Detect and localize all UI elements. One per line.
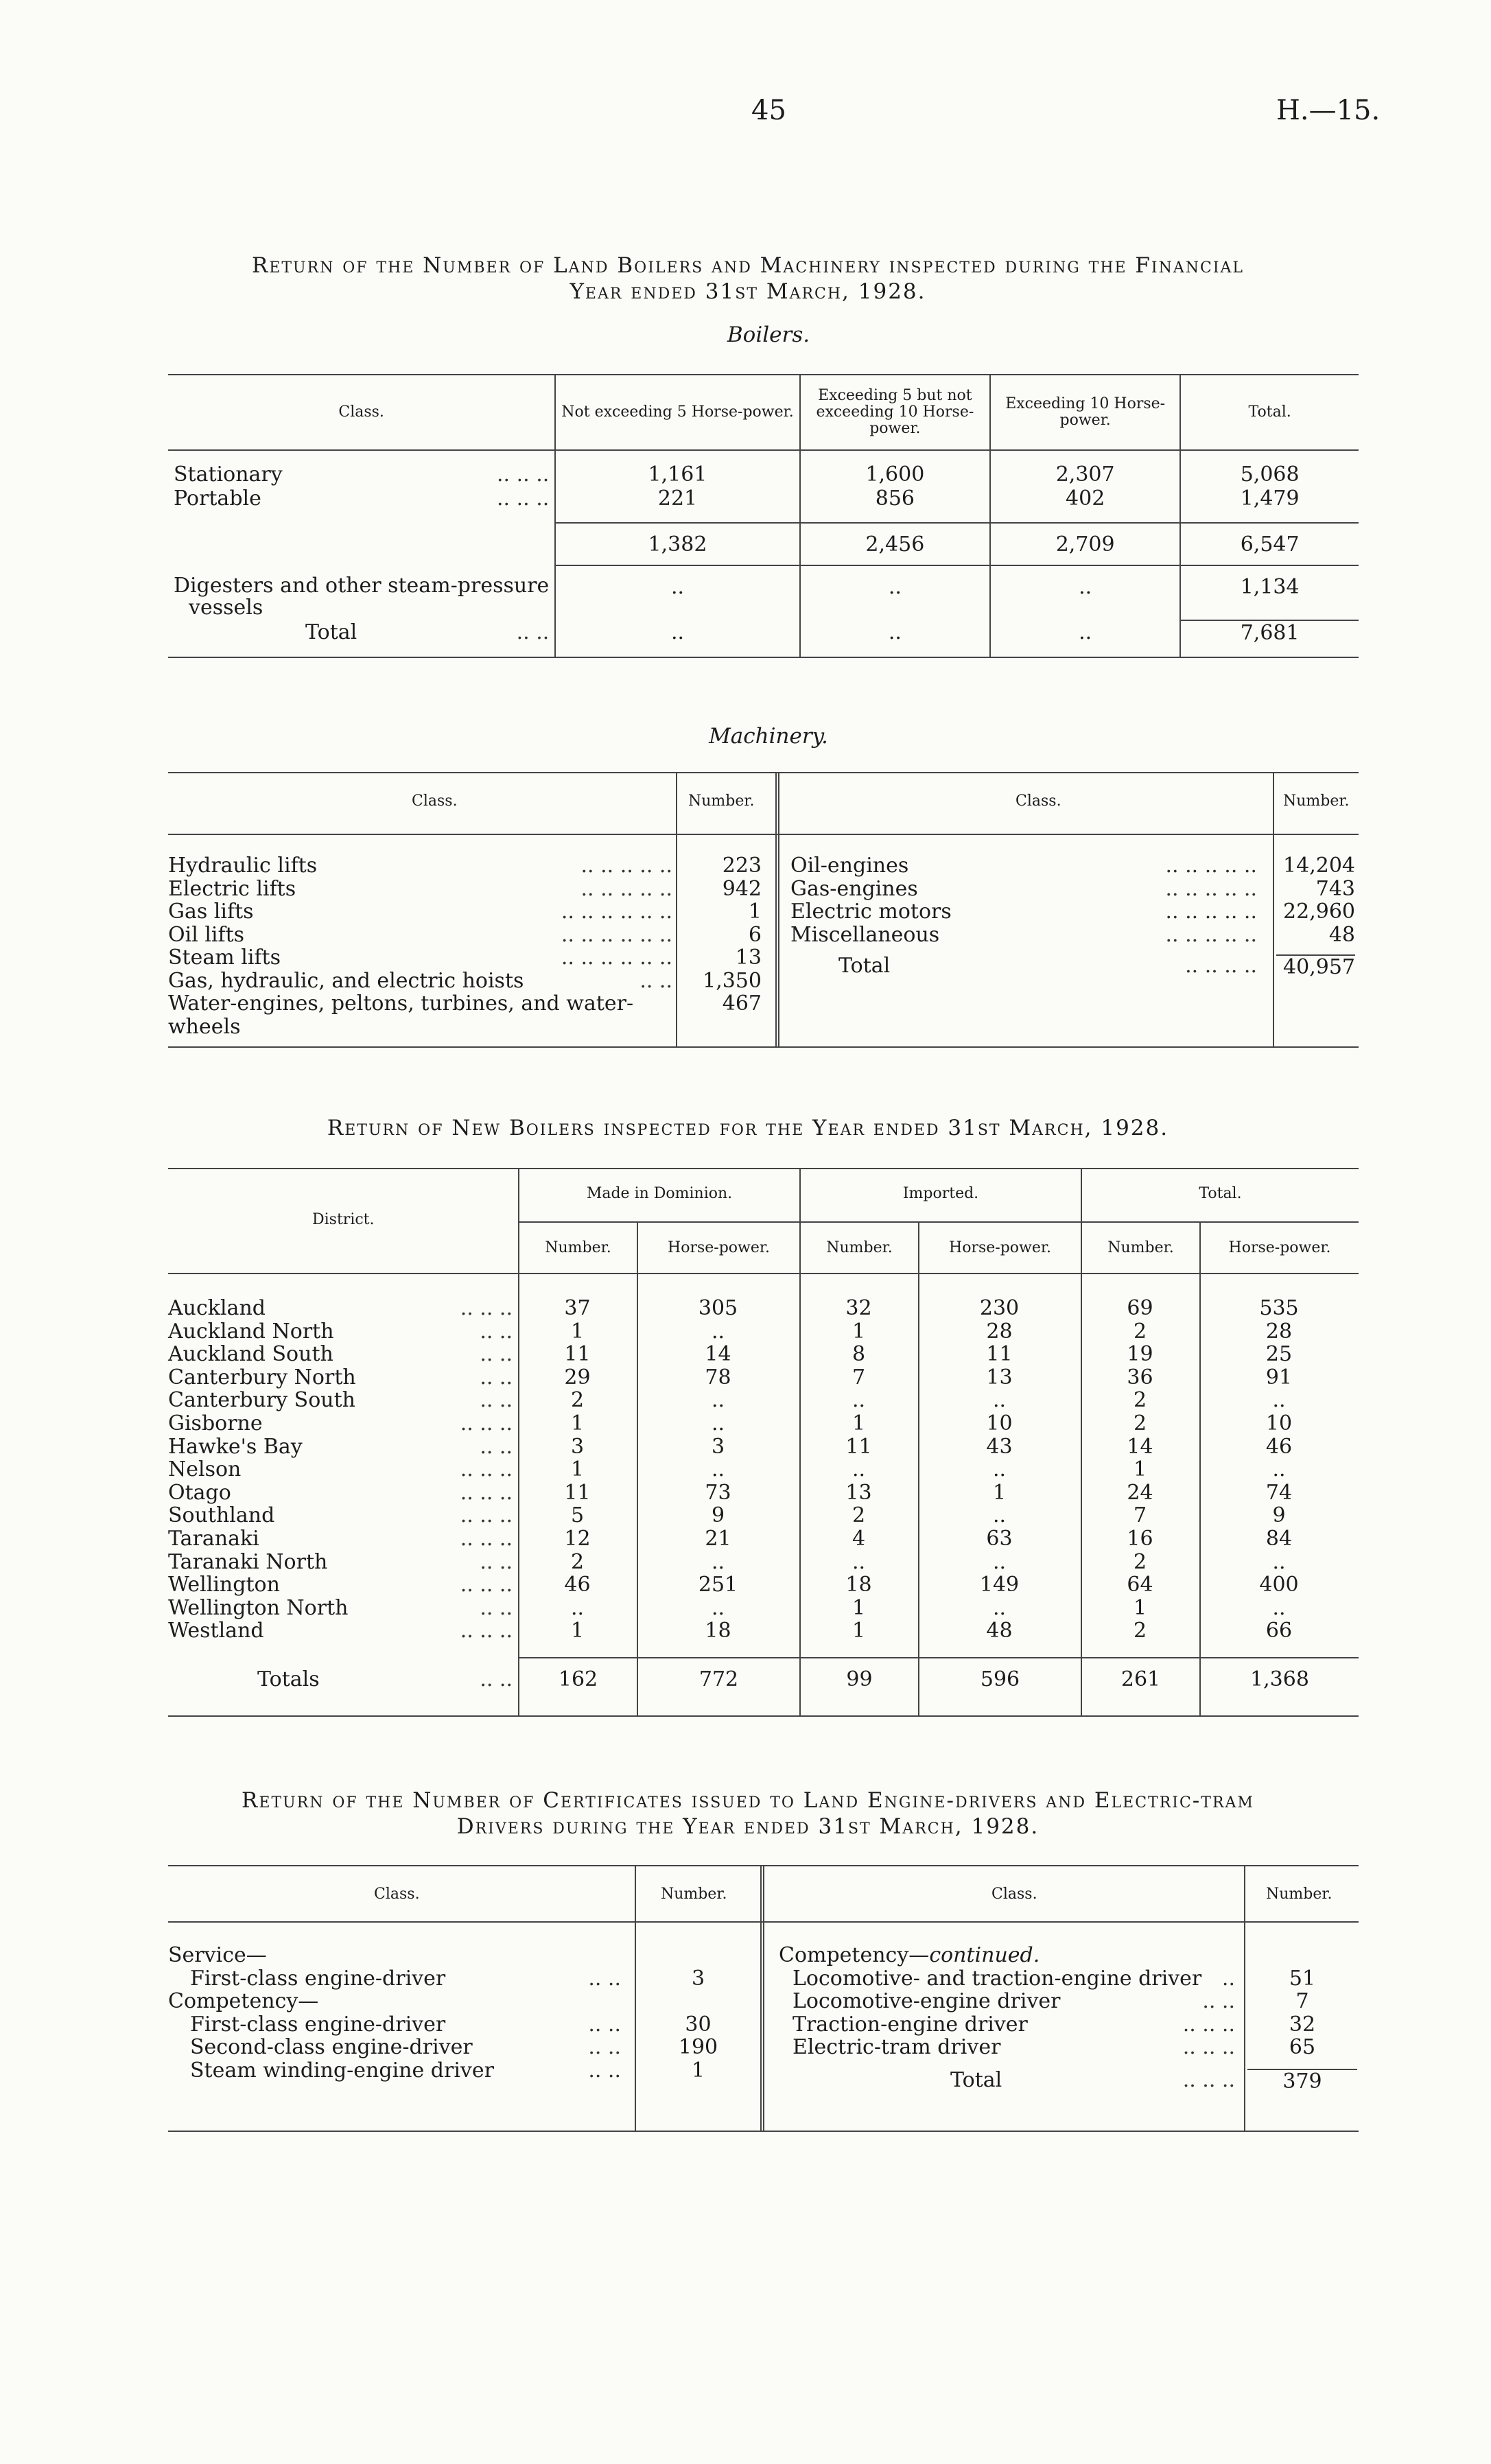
leader-dots: .. .. .. [460,1503,513,1528]
nb-cell-in: 1 [852,1595,866,1620]
leader-dots: .. .. .. [460,1573,513,1597]
nb-cell-mn: 3 [570,1434,585,1459]
cert-value: 51 [1289,1966,1316,1991]
boilers-cell: 1,161 [555,462,799,486]
machinery-value: 6 [748,922,762,947]
cert-vrule [635,1865,636,2131]
certificates-title-line2: Drivers during the Year ended 31st March, 1928. [456,1814,1040,1839]
nb-cell-mn: 46 [564,1573,591,1597]
boilers-cell: .. [555,575,799,620]
nb-total-cell: 99 [846,1667,873,1691]
nb-district-cell [168,1597,518,1620]
nb-cell-mh: .. [711,1411,725,1435]
nb-cell-th: .. [1272,1388,1286,1413]
cert-total-value: 379 [1282,2069,1322,2093]
leader-dots: .. .. .. [496,486,550,511]
nb-cell-mh: .. [711,1549,725,1574]
nb-cell-in: 32 [845,1296,872,1320]
boilers-cell: .. [800,575,990,620]
nb-cell-th: 535 [1259,1296,1299,1320]
nb-cell-in: 1 [852,1411,866,1435]
cert-value: 1 [691,2058,705,2082]
table-row [168,1551,1359,1574]
nb-sub-hp: Horse-power. [1228,1239,1331,1256]
cert-col-class-right: Class. [991,1886,1037,1903]
nb-district-cell [168,1527,518,1551]
nb-total-cell: 162 [558,1667,598,1691]
nb-cell-tn: 2 [1133,1549,1147,1574]
nb-cell-mn: 11 [564,1342,591,1367]
nb-cell-in: .. [852,1457,866,1482]
nb-cell-mh: 18 [705,1619,731,1643]
machinery-value: 942 [722,876,762,901]
nb-cell-tn: 2 [1133,1619,1147,1643]
table-row [168,1458,1359,1481]
leader-dots: .. .. [480,1388,513,1413]
nb-cell-mh: .. [711,1457,725,1482]
nb-cell-th: .. [1272,1549,1286,1574]
cert-col-class-left: Class. [374,1886,420,1903]
nb-cell-mn: .. [570,1595,585,1620]
table-row [168,1504,1359,1527]
nb-cell-mh: 9 [711,1503,725,1528]
machinery-col-number-right: Number. [1283,793,1350,810]
nb-cell-tn: 2 [1133,1319,1147,1344]
leader-dots: .. .. [480,1319,513,1344]
boilers-title [130,253,1365,305]
machinery-vrule-double [775,772,779,1046]
cert-col-number-right: Number. [1266,1886,1332,1903]
leader-dots: .. .. .. [460,1296,513,1320]
nb-cell-mh: 78 [705,1365,731,1389]
nb-cell-ih: .. [992,1457,1007,1482]
table-row [168,1343,1359,1366]
cert-right-values [1247,1944,1357,2093]
machinery-left-item: Gas, hydraulic, and electric hoists .. .. [168,968,672,993]
cert-left-item: Second-class engine-driver .. .. [190,2035,621,2059]
nb-totals-label-cell [168,1667,518,1691]
machinery-top-rule [168,772,1359,773]
nb-district-cell [168,1504,518,1527]
nb-cell-th: 91 [1265,1365,1293,1389]
nb-cell-mn: 1 [570,1619,585,1643]
nb-cell-th: 28 [1265,1319,1293,1344]
leader-dots: .. .. .. [460,1480,513,1505]
cert-total-item: Total .. .. .. [950,2067,1235,2092]
nb-cell-th: 400 [1259,1573,1299,1597]
machinery-value: 13 [735,946,762,970]
nb-cell-mh: 251 [698,1573,738,1597]
machinery-value: 743 [1315,876,1355,901]
boilers-cell: 856 [800,486,990,511]
cert-right-item: Locomotive- and traction-engine driver .. [793,1966,1235,1991]
nb-total-cell: 261 [1120,1667,1161,1691]
nb-cell-tn: 14 [1127,1434,1153,1459]
nb-cell-th: 84 [1265,1526,1293,1551]
nb-district-cell [168,1435,518,1459]
nb-cell-th: 25 [1265,1342,1293,1367]
boilers-col-gt10: Exceeding 10 Horse-power. [990,375,1180,450]
leader-dots: .. .. [480,1595,513,1620]
certificates-title [130,1787,1365,1840]
boilers-row-label: Stationary [174,462,283,486]
nb-cell-th: 66 [1265,1619,1293,1643]
boilers-col-5to10: Exceeding 5 but not exceeding 10 Horse-power. [800,375,990,450]
nb-cell-ih: 230 [979,1296,1020,1320]
nb-cell-tn: 2 [1133,1388,1147,1413]
nb-cell-ih: .. [992,1503,1007,1528]
machinery-value: 1,350 [703,968,762,993]
cert-value: 32 [1289,2012,1316,2037]
nb-cell-tn: 64 [1127,1573,1153,1597]
boilers-col-class: Class. [168,375,555,450]
boilers-cell: .. [990,620,1180,657]
cert-right-heading: Competency—continued. [779,1943,1040,1967]
leader-dots: .. .. .. [460,1411,513,1435]
nb-bottom-rule [168,1715,1359,1717]
document-reference: H.—15. [1276,95,1381,126]
nb-cell-ih: 10 [986,1411,1013,1435]
certificates-title-line1: Return of the Number of Certificates issued to Land Engine-drivers and Electric-tram [242,1788,1254,1813]
cert-value [638,1990,758,2013]
nb-cell-tn: 36 [1127,1365,1153,1389]
boilers-cell: 1,382 [555,523,799,565]
cert-value [638,1944,758,1967]
nb-cell-mh: .. [711,1319,725,1344]
nb-sub-number: Number. [826,1239,893,1256]
nb-cell-in: 7 [852,1365,866,1389]
nb-cell-in: .. [852,1388,866,1413]
boilers-cell: 402 [990,486,1180,511]
new-boilers-title: Return of New Boilers inspected for the Year ended 31st March, 1928. [327,1116,1169,1140]
boilers-cell: .. [800,620,990,657]
cert-right-item: Locomotive-engine driver .. .. [793,1989,1235,2013]
nb-cell-th: 46 [1265,1434,1293,1459]
machinery-subtitle: Machinery. [709,724,828,749]
boilers-cell: 5,068 [1180,462,1359,486]
nb-cell-in: 1 [852,1619,866,1643]
machinery-value: 22,960 [1283,900,1355,924]
machinery-right-item: Miscellaneous .. .. .. .. .. [790,922,1257,947]
nb-cell-ih: 13 [986,1365,1013,1389]
nb-cell-mh: .. [711,1595,725,1620]
nb-cell-ih: .. [992,1595,1007,1620]
machinery-left-values [679,854,762,1016]
boilers-total-row [168,620,1359,657]
boilers-cell: 7,681 [1180,620,1359,657]
boilers-col-le5: Not exceeding 5 Horse-power. [555,375,799,450]
boilers-cell: 2,709 [990,523,1180,565]
boilers-row [168,462,1359,486]
nb-group-dominion: Made in Dominion. [586,1185,733,1202]
table-row [168,1597,1359,1620]
cert-value: 65 [1289,2035,1316,2059]
machinery-right-list [790,854,1257,978]
nb-cell-mn: 5 [570,1503,585,1528]
machinery-total-item: Total .. .. .. .. [838,954,1257,978]
machinery-value: 223 [722,854,762,878]
boilers-header-row [168,375,1359,450]
nb-cell-mn: 11 [564,1480,591,1505]
leader-dots: .. .. .. [460,1619,513,1643]
nb-cell-mn: 2 [570,1549,585,1574]
boilers-cell: 6,547 [1180,523,1359,565]
cert-left-values [638,1944,758,2082]
nb-cell-mn: 12 [564,1526,591,1551]
nb-district: Westland [168,1619,264,1643]
machinery-value: 14,204 [1283,854,1355,878]
nb-col-district: District. [312,1211,375,1228]
boilers-cell: 2,307 [990,462,1180,486]
boilers-total-label: Total [305,620,357,644]
boilers-row-label: Digesters and other steam-pressure [174,574,550,598]
leader-dots: .. .. [480,1365,513,1389]
nb-district: Auckland [168,1296,266,1320]
nb-cell-ih: .. [992,1388,1007,1413]
machinery-value: 467 [722,992,762,1016]
nb-cell-ih: 28 [986,1319,1013,1344]
table-row [168,1435,1359,1459]
boilers-digesters-row [168,575,1359,620]
nb-cell-ih: 11 [986,1342,1013,1367]
nb-top-rule [168,1168,1359,1169]
nb-cell-tn: 1 [1133,1595,1147,1620]
nb-district: Canterbury North [168,1365,356,1389]
cert-left-item: First-class engine-driver .. .. [190,1966,621,1991]
machinery-header-rule [168,834,1359,835]
cert-left-item: First-class engine-driver .. .. [190,2012,621,2037]
boilers-cell: 2,456 [800,523,990,565]
cert-value: 3 [691,1966,705,1991]
table-row [168,1412,1359,1435]
cert-left-item: Service— [168,1943,267,1967]
nb-district-cell [168,1551,518,1574]
nb-cell-th: .. [1272,1457,1286,1482]
nb-cell-th: .. [1272,1595,1286,1620]
boilers-row-label-cont: vessels [189,596,263,620]
boilers-cell: 1,479 [1180,486,1359,511]
nb-district-cell [168,1458,518,1481]
nb-totals-rule [518,1657,1359,1658]
nb-district-cell [168,1343,518,1366]
table-row [168,1573,1359,1597]
nb-cell-in: 18 [845,1573,872,1597]
nb-cell-mh: 3 [711,1434,725,1459]
cert-left-list [168,1944,621,2082]
nb-district: Southland [168,1503,275,1528]
boilers-row [168,486,1359,511]
cert-right-item: Traction-engine driver .. .. .. [793,2012,1235,2037]
machinery-total-value: 40,957 [1283,955,1355,979]
nb-cell-ih: .. [992,1549,1007,1574]
leader-dots: .. .. [480,1434,513,1459]
machinery-right-item: Gas-engines .. .. .. .. .. [790,876,1257,901]
cert-value: 7 [1295,1989,1309,2013]
machinery-right-values [1276,854,1355,979]
table-row [168,1619,1359,1643]
nb-group-rule [518,1221,1359,1223]
boilers-title-line2: Year ended 31st March, 1928. [570,279,926,304]
nb-district: Taranaki North [168,1549,328,1574]
nb-district-cell [168,1412,518,1435]
machinery-left-item: Water-engines, peltons, turbines, and water-wheels [168,992,634,1039]
leader-dots: .. .. .. [496,462,550,486]
nb-sub-number: Number. [1107,1239,1174,1256]
leader-dots: .. .. .. [460,1526,513,1551]
nb-sub-hp: Horse-power. [949,1239,1051,1256]
nb-header-rule [168,1273,1359,1274]
boilers-row-label: Portable [174,486,261,511]
nb-cell-mh: 73 [705,1480,731,1505]
boilers-cell: 1,600 [800,462,990,486]
nb-district: Nelson [168,1457,242,1482]
nb-district: Canterbury South [168,1388,355,1413]
boilers-col-total: Total. [1180,375,1359,450]
nb-cell-tn: 24 [1127,1480,1153,1505]
nb-cell-tn: 19 [1127,1342,1153,1367]
nb-cell-ih: 48 [986,1619,1013,1643]
nb-cell-mh: 21 [705,1526,731,1551]
nb-totals-label: Totals [257,1667,320,1691]
nb-district-cell [168,1297,518,1320]
nb-cell-tn: 16 [1127,1526,1153,1551]
leader-dots: .. .. [480,1342,513,1367]
machinery-col-class-left: Class. [412,793,458,810]
nb-cell-mh: 14 [705,1342,731,1367]
cert-left-item: Competency— [168,1989,319,2013]
nb-cell-tn: 2 [1133,1411,1147,1435]
nb-group-total: Total. [1199,1185,1242,1202]
machinery-bottom-rule [168,1046,1359,1048]
boilers-title-line1: Return of the Number of Land Boilers and Machinery inspected during the Financial [251,253,1245,278]
nb-sub-number: Number. [545,1239,611,1256]
machinery-left-item: Gas lifts .. .. .. .. .. .. [168,900,672,924]
boilers-subtitle: Boilers. [727,322,810,347]
machinery-right-item: Electric motors .. .. .. .. .. [790,900,1257,924]
table-row [168,1366,1359,1389]
machinery-col-class-right: Class. [1015,793,1061,810]
machinery-value: 1 [748,900,762,924]
nb-district: Taranaki [168,1526,259,1551]
nb-district: Wellington [168,1573,280,1597]
nb-cell-mh: 305 [698,1296,738,1320]
table-row [168,1527,1359,1551]
nb-total-cell: 1,368 [1250,1667,1309,1691]
nb-district: Wellington North [168,1595,349,1620]
nb-cell-mn: 1 [570,1457,585,1482]
machinery-col-number-left: Number. [688,793,755,810]
nb-district-cell [168,1481,518,1505]
nb-cell-tn: 7 [1133,1503,1147,1528]
cert-vrule-double [760,1865,764,2131]
machinery-left-item: Hydraulic lifts .. .. .. .. .. [168,854,672,878]
table-row [168,1481,1359,1505]
boilers-subtotal-row [168,523,1359,565]
new-boilers-table [168,1297,1359,1643]
boilers-cell: .. [990,575,1180,620]
nb-total-cell: 596 [980,1667,1020,1691]
nb-cell-ih: 63 [986,1526,1013,1551]
machinery-left-item: Oil lifts .. .. .. .. .. .. [168,922,672,947]
machinery-vrule [1273,772,1274,1046]
machinery-left-item: Steam lifts .. .. .. .. .. .. [168,946,672,970]
nb-district-cell [168,1320,518,1344]
nb-cell-in: 1 [852,1319,866,1344]
nb-cell-th: 74 [1265,1480,1293,1505]
nb-district: Gisborne [168,1411,263,1435]
nb-cell-mn: 1 [570,1319,585,1344]
nb-district: Auckland South [168,1342,333,1367]
leader-dots: .. .. [516,620,550,644]
cert-vrule [1244,1865,1245,2131]
nb-cell-mn: 1 [570,1411,585,1435]
machinery-right-item: Oil-engines .. .. .. .. .. [790,854,1257,878]
nb-total-cell: 772 [698,1667,739,1691]
nb-cell-th: 10 [1265,1411,1293,1435]
nb-district-cell [168,1573,518,1597]
cert-col-number-left: Number. [661,1886,727,1903]
machinery-left-item: Electric lifts .. .. .. .. .. [168,876,672,901]
boilers-table [168,374,1359,660]
nb-district: Otago [168,1480,231,1505]
nb-cell-ih: 149 [979,1573,1020,1597]
leader-dots: .. .. [480,1549,513,1574]
nb-district-cell [168,1619,518,1643]
nb-cell-in: .. [852,1549,866,1574]
leader-dots: .. .. [480,1667,513,1691]
nb-cell-in: 2 [852,1503,866,1528]
nb-cell-mn: 37 [564,1296,591,1320]
cert-bottom-rule [168,2131,1359,2132]
nb-cell-mh: .. [711,1388,725,1413]
boilers-cell: .. [555,620,799,657]
table-row [168,1297,1359,1320]
nb-cell-mn: 29 [564,1365,591,1389]
nb-cell-mn: 2 [570,1388,585,1413]
nb-cell-ih: 1 [992,1480,1007,1505]
cert-right-list [779,1944,1235,2091]
table-row [168,1320,1359,1344]
nb-cell-ih: 43 [986,1434,1013,1459]
machinery-vrule [676,772,677,1046]
boilers-cell: 1,134 [1180,575,1359,620]
nb-cell-in: 13 [845,1480,872,1505]
leader-dots: .. .. .. [460,1457,513,1482]
nb-sub-hp: Horse-power. [668,1239,770,1256]
nb-district-cell [168,1389,518,1412]
table-row [168,1389,1359,1412]
cert-value: 190 [678,2035,718,2059]
machinery-left-list [168,854,672,1038]
nb-district: Auckland North [168,1319,334,1344]
page-number: 45 [751,95,786,126]
nb-cell-tn: 69 [1127,1296,1153,1320]
nb-cell-in: 11 [845,1434,872,1459]
nb-cell-in: 4 [852,1526,866,1551]
cert-right-item: Electric-tram driver .. .. .. [793,2035,1235,2059]
machinery-value: 48 [1328,922,1355,947]
nb-group-imported: Imported. [902,1185,979,1202]
nb-cell-tn: 1 [1133,1457,1147,1482]
nb-cell-in: 8 [852,1342,866,1367]
cert-value: 30 [685,2012,712,2037]
nb-district-cell [168,1366,518,1389]
cert-left-item: Steam winding-engine driver .. .. [190,2058,621,2082]
boilers-cell: 221 [555,486,799,511]
nb-cell-th: 9 [1272,1503,1286,1528]
nb-district: Hawke's Bay [168,1434,303,1459]
